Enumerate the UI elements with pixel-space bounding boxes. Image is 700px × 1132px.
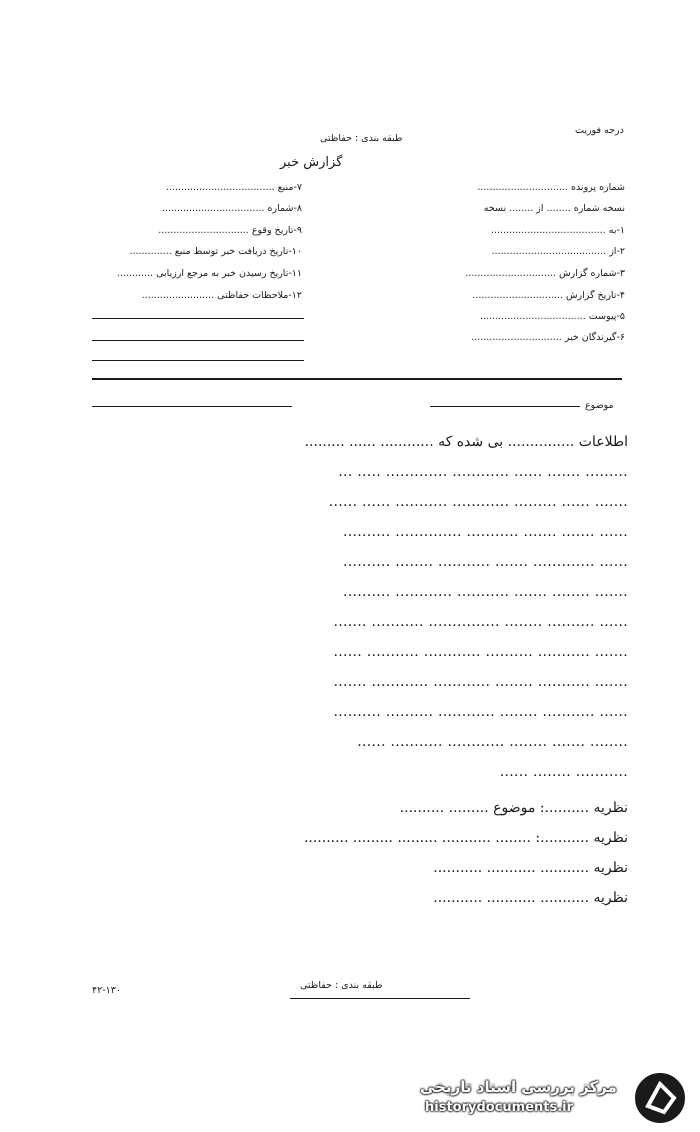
footer-code: ۴۲-۱۳۰ — [92, 985, 121, 996]
right-field-3: ۳-شماره گزارش .............................. — [465, 268, 625, 279]
form-line — [92, 360, 304, 361]
right-field-file-no: شماره پرونده .............................. — [477, 182, 625, 193]
form-line — [92, 318, 304, 319]
body-line: ....... ...... ......... ............ ........... ...... ...... — [328, 494, 628, 510]
left-field-12: ۱۲-ملاحظات حفاظتی ........................ — [141, 290, 302, 301]
left-field-8: ۸-شماره .................................. — [161, 203, 302, 214]
body-line: ....... ........ ....... ........... ............ .......... — [342, 584, 628, 600]
closing-line: نظریه ........... ........... ........... — [433, 890, 628, 906]
right-field-1: ۱-به ...................................... — [490, 225, 625, 236]
body-line: ...... .......... ........ ............... ........... ....... — [333, 614, 628, 630]
closing-line: نظریه ........... ........... ........... — [433, 860, 628, 876]
left-field-10: ۱۰-تاریخ دریافت خبر توسط منبع .............. — [129, 246, 302, 257]
subject-line — [430, 406, 580, 407]
body-line: ........... ........ ...... — [499, 764, 628, 780]
classification-label: طبقه بندی : حفاظتی — [320, 133, 403, 144]
body-line: اطلاعات ............... بی شده که ............ ...... ......... — [304, 434, 628, 450]
body-line: ....... ........... ........ ............ ............ ....... — [333, 674, 628, 690]
closing-line: نظریه ..........: موضوع ......... .......... — [399, 800, 628, 816]
footer-classification: طبقه بندی : حفاظتی — [300, 980, 383, 991]
body-line: ...... ........... ........ ............ .......... .......... — [333, 704, 628, 720]
form-divider — [92, 378, 622, 380]
left-field-9: ۹-تاریخ وقوع .............................. — [158, 225, 302, 236]
subject-label: موضوع — [585, 400, 614, 411]
right-field-4: ۴-تاریخ گزارش .............................. — [472, 290, 625, 301]
footer-line — [290, 998, 470, 999]
watermark-site: historydocuments.ir — [425, 1100, 574, 1115]
right-field-5: ۵-پیوست ................................... — [480, 311, 625, 322]
body-line: ...... ............. ....... ........... ........ .......... — [342, 554, 628, 570]
left-field-11: ۱۱-تاریخ رسیدن خبر به مرجع ارزیابی ............ — [116, 268, 302, 279]
report-title: گزارش خبر — [280, 155, 343, 170]
right-field-6: ۶-گیرندگان خبر .............................. — [471, 332, 625, 343]
right-field-2: ۲-از ...................................... — [491, 246, 625, 257]
body-line: ....... ........... .......... ............ ........... ...... — [333, 644, 628, 660]
body-line: ......... ....... ...... ............ ............. ..... ... — [338, 464, 628, 480]
logo-icon — [630, 1068, 690, 1132]
subject-line — [92, 406, 292, 407]
body-line: ........ ....... ........ ............ ........... ...... — [357, 734, 628, 750]
watermark-org-name: مرکز بررسی اسناد تاریخی — [420, 1078, 617, 1096]
body-line: ...... ....... ....... ........... .............. .......... — [342, 524, 628, 540]
form-line — [92, 340, 304, 341]
left-field-7: ۷-منبع .................................... — [165, 182, 302, 193]
closing-line: نظریه ...........: ........ ........... ......... ......... .......... — [303, 830, 628, 846]
security-level-label: درجه فوریت — [575, 125, 624, 136]
right-field-copy-no: نسخه شماره ........ از ........ نسخه — [483, 203, 625, 214]
